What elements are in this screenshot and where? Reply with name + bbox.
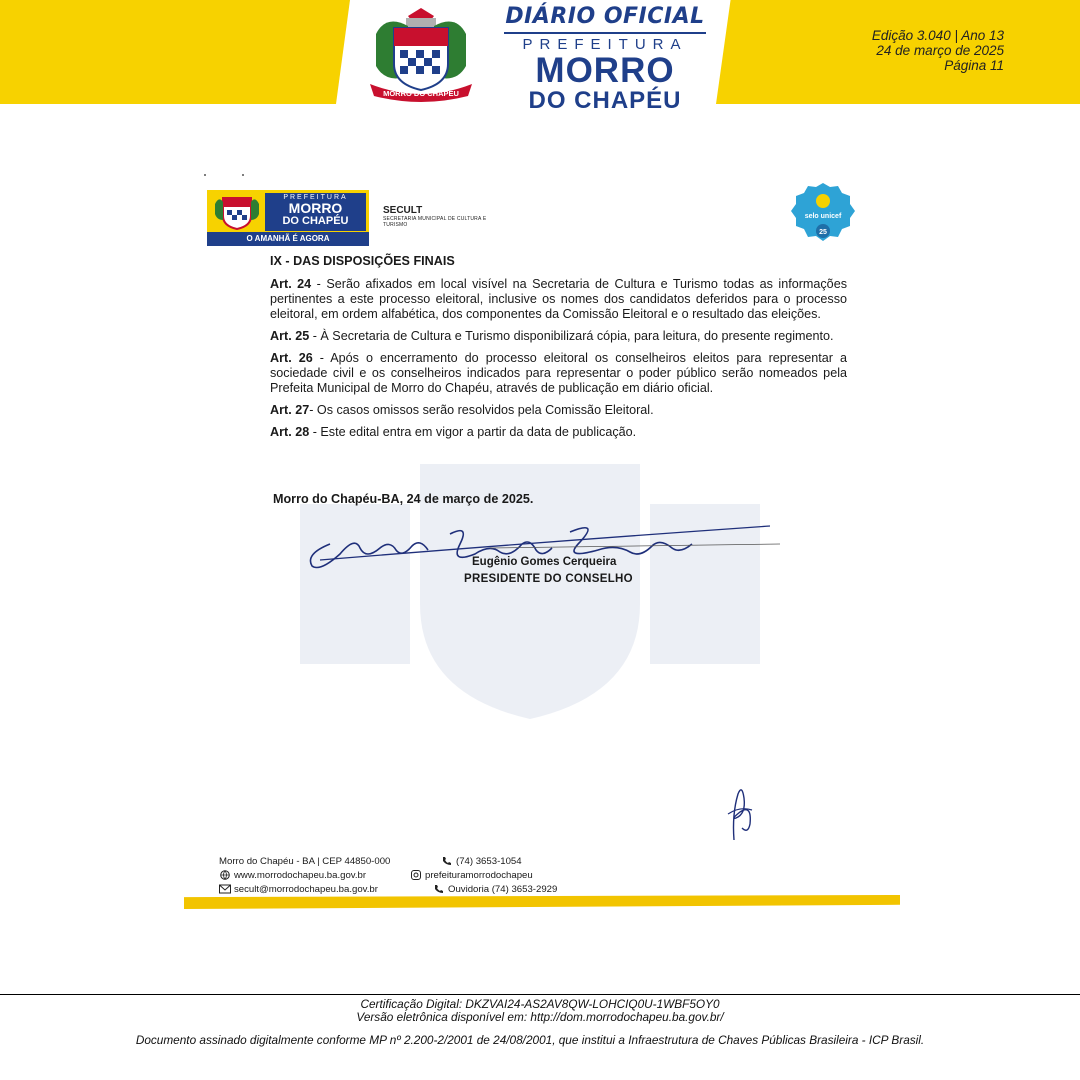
article-text: - Os casos omissos serão resolvidos pela Comissão Eleitoral. (309, 403, 654, 417)
prefeitura-logo (207, 190, 369, 246)
edition-number: Edição 3.040 | Ano 13 (871, 28, 1004, 43)
article (270, 277, 847, 322)
email-row (219, 884, 378, 895)
logo-slogan: O AMANHÃ É AGORA (207, 232, 369, 246)
diario-footer (0, 994, 1080, 1080)
scanned-document-page (0, 104, 1080, 994)
signer-name: Eugênio Gomes Cerqueira (472, 556, 617, 568)
initials-scribble (722, 784, 758, 842)
footer-rule (0, 994, 1080, 995)
instagram-icon (410, 870, 422, 880)
legal-notice: Documento assinado digitalmente conforme MP nº 2.200-2/2001 de 24/08/2001, que institui a Infraestrutura de Chaves Públicas Brasileira - ICP Brasil. (135, 1033, 925, 1047)
phone-row (441, 856, 522, 867)
crest-ribbon-text: MORRO DO CHAPÉU (383, 89, 459, 98)
article-label: Art. 28 (270, 425, 310, 439)
electronic-version: Versão eletrônica disponível em: http://dom.morrodochapeu.ba.gov.br/ (356, 1010, 724, 1024)
globe-icon (219, 870, 231, 880)
article-label: Art. 26 (270, 351, 313, 365)
website-row (219, 870, 366, 881)
phone-icon (441, 856, 453, 866)
certification: Certificação Digital: DKZVAI24-AS2AV8QW-LOHCIQ0U-1WBF5OY0 (360, 997, 720, 1011)
signer-title: PRESIDENTE DO CONSELHO (464, 573, 633, 585)
diario-header (0, 0, 1080, 114)
secult-subtitle: SECRETARIA MUNICIPAL DE CULTURA E TURISMO (383, 216, 487, 228)
letterhead-yellow-bar (184, 895, 900, 909)
article-text: - Este edital entra em vigor a partir da data de publicação. (309, 425, 637, 439)
unicef-seal-icon (790, 181, 856, 243)
article (270, 403, 847, 418)
masthead (498, 4, 712, 114)
secult-label (383, 205, 493, 228)
article (270, 351, 847, 396)
secult-title: SECULT (383, 205, 423, 216)
phone: (74) 3653-1054 (456, 856, 522, 867)
email-icon (219, 884, 231, 894)
ouvidoria-row (433, 884, 557, 895)
article-text: - Serão afixados em local visível na Secretaria de Cultura e Turismo todas as informações pertinentes a este processo eleitoral, inclusive os nomes dos candidatos deferidos para o processo eleitoral, em ordem alfabética, dos componentes da Comissão Eleitoral e o resultado das eleições. (270, 277, 847, 321)
edition-date: 24 de março de 2025 (876, 43, 1004, 58)
selo-number: 25 (819, 229, 827, 236)
edition-info (872, 28, 1004, 73)
masthead-title: DIÁRIO OFICIAL (505, 4, 705, 29)
instagram-row (410, 870, 533, 881)
article-text: - Após o encerramento do processo eleitoral os conselheiros eleitos para representar a sociedade civil e os conselheiros indicados para representar o poder público serão nomeados pela Prefeita Municipal de Morro do Chapéu, através de publicação em diário oficial. (270, 351, 847, 395)
article (270, 425, 847, 440)
address: Morro do Chapéu - BA | CEP 44850-000 (219, 856, 391, 867)
logo-morro: MORRO (288, 200, 343, 216)
place-date: Morro do Chapéu-BA, 24 de março de 2025. (273, 492, 534, 506)
scan-speck (242, 174, 244, 176)
masthead-do-chapeu: DO CHAPÉU (528, 87, 682, 114)
instagram: prefeituramorrodochapeu (425, 870, 533, 881)
article (270, 329, 847, 344)
masthead-divider (504, 32, 706, 34)
ouvidoria: Ouvidoria (74) 3653-2929 (448, 884, 558, 895)
municipal-crest-icon (356, 4, 486, 104)
section-heading: IX - DAS DISPOSIÇÕES FINAIS (270, 254, 455, 268)
website: www.morrodochapeu.ba.gov.br (234, 870, 367, 881)
article-label: Art. 24 (270, 277, 312, 291)
email: secult@morrodochapeu.ba.gov.br (234, 884, 378, 895)
masthead-morro: MORRO (535, 51, 675, 90)
scan-speck (204, 174, 206, 176)
logo-do-chapeu: DO CHAPÉU (282, 215, 349, 227)
article-text: - À Secretaria de Cultura e Turismo disponibilizará cópia, para leitura, do presente regimento. (309, 329, 834, 343)
document-body (270, 254, 847, 447)
page-number: Página 11 (944, 58, 1004, 73)
phone-icon (433, 884, 445, 894)
article-label: Art. 25 (270, 329, 310, 343)
article-label: Art. 27 (270, 403, 310, 417)
logo-crest-icon (213, 194, 261, 230)
header-yellow-band-left (0, 0, 350, 104)
masthead-prefeitura: PREFEITURA (522, 36, 688, 53)
selo-text: selo unicef (804, 213, 842, 220)
logo-prefeitura: PREFEITURA (283, 194, 348, 201)
